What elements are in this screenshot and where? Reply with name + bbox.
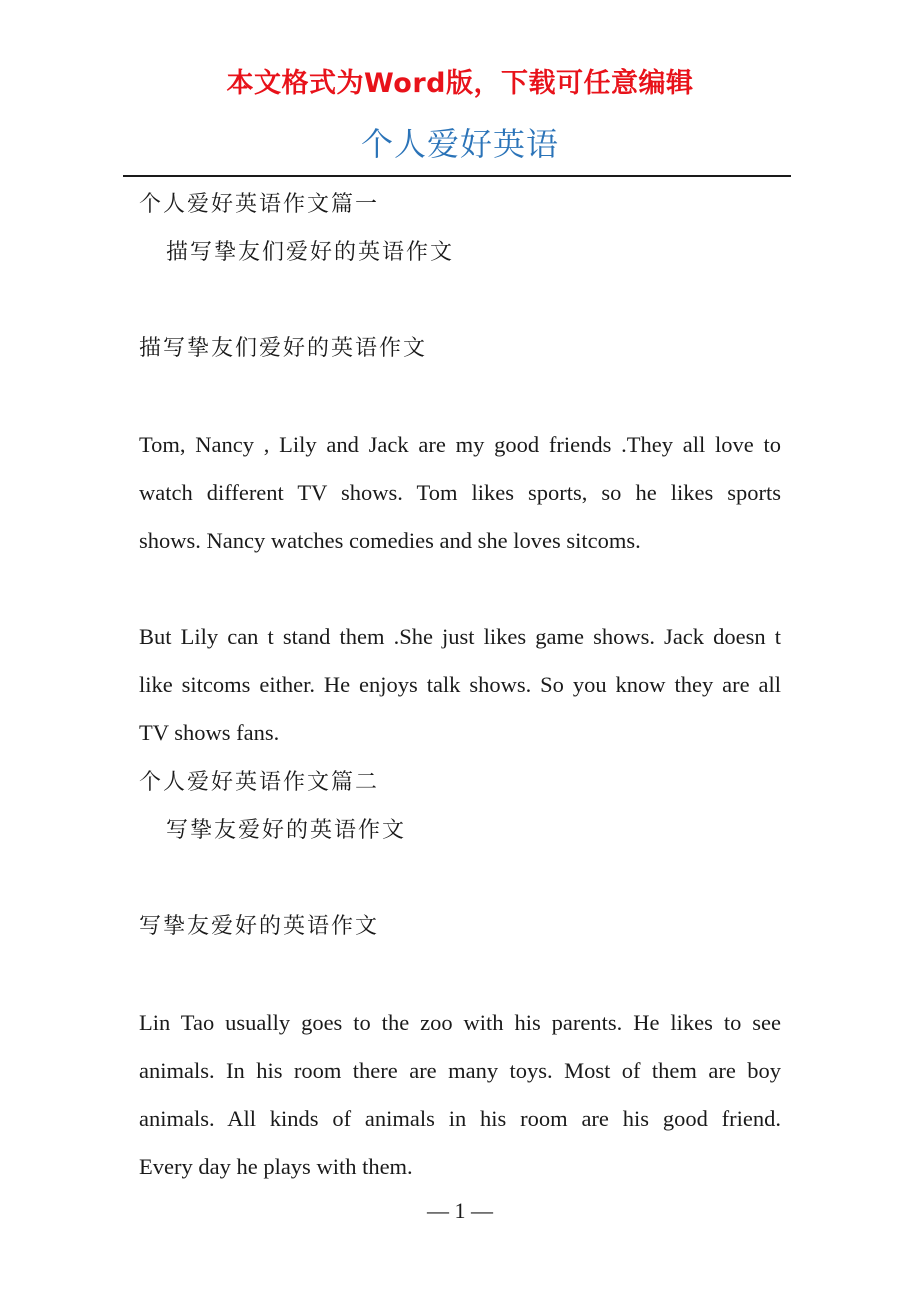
paragraph-line: shows. Nancy watches comedies and she loves sitcoms. bbox=[139, 528, 641, 553]
paragraph-line: like sitcoms either. He enjoys talk shows. So you know they are all bbox=[139, 672, 781, 697]
paragraph-line: But Lily can t stand them .She just likes game shows. Jack doesn t bbox=[139, 624, 781, 649]
paragraph-line: watch different TV shows. Tom likes sports, so he likes sports bbox=[139, 480, 781, 505]
section-1-title-repeat: 描写挚友们爱好的英语作文 bbox=[139, 336, 428, 361]
paragraph-line: Every day he plays with them. bbox=[139, 1154, 413, 1179]
section-1-subheading: 描写挚友们爱好的英语作文 bbox=[166, 240, 455, 265]
section-1-heading: 个人爱好英语作文篇一 bbox=[139, 192, 380, 217]
page-number: — 1 — bbox=[427, 1198, 493, 1223]
section-2-title-repeat: 写挚友爱好的英语作文 bbox=[139, 914, 380, 939]
document-title: 个人爱好英语 bbox=[360, 125, 559, 163]
section-2-subheading: 写挚友爱好的英语作文 bbox=[166, 818, 407, 843]
paragraph-line: animals. All kinds of animals in his room are his good friend. bbox=[139, 1106, 781, 1131]
paragraph-line: animals. In his room there are many toys. Most of them are boy bbox=[139, 1058, 781, 1083]
header-divider bbox=[123, 175, 791, 177]
paragraph-line: TV shows fans. bbox=[139, 720, 280, 745]
paragraph-line: Tom, Nancy , Lily and Jack are my good friends .They all love to bbox=[139, 432, 781, 457]
paragraph-line: Lin Tao usually goes to the zoo with his parents. He likes to see bbox=[139, 1010, 781, 1035]
format-notice-banner: 本文格式为Word版，下载可任意编辑 bbox=[226, 68, 694, 99]
section-2-heading: 个人爱好英语作文篇二 bbox=[139, 770, 380, 795]
